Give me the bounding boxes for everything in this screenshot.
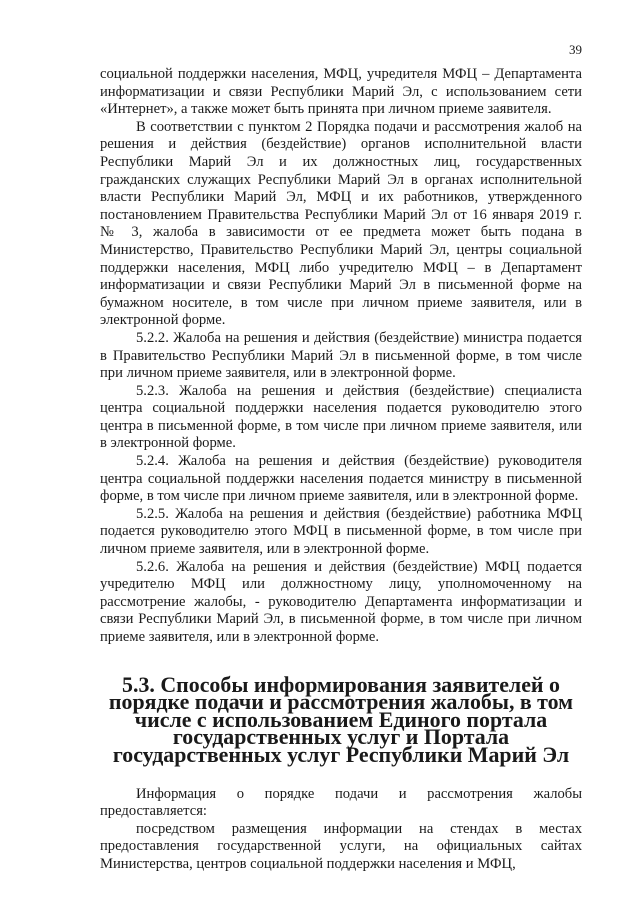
page-number: 39 [569, 42, 582, 57]
paragraph-1: социальной поддержки населения, МФЦ, учредителя МФЦ – Департамента информатизации и связи Республики Марий Эл, с использованием сети «Интернет», а также может быть принята при личном приеме заявителя. [100, 66, 582, 118]
paragraph-info: Информация о порядке подачи и рассмотрения жалобы предоставляется: [100, 785, 582, 820]
paragraph-5-2-3: 5.2.3. Жалоба на решения и действия (бездействие) специалиста центра социальной поддержки населения подается руководителю этого центра в письменной форме, в том числе при личном приеме заявителя, или в электронной форме. [100, 382, 582, 452]
section-heading-5-3: 5.3. Способы информирования заявителей о порядке подачи и рассмотрения жалобы, в том числе с использованием Единого портала государственных услуг и Портала государственных услуг Республики Марий Эл [108, 671, 574, 767]
document-body [100, 66, 582, 874]
paragraph-5-2-2: 5.2.2. Жалоба на решения и действия (бездействие) министра подается в Правительство Республики Марий Эл в письменной форме, в том числе при личном приеме заявителя, или в электронной форме. [100, 329, 582, 382]
paragraph-stands: посредством размещения информации на стендах в местах предоставления государственной услуги, на официальных сайтах Министерства, центров социальной поддержки населения и МФЦ, [100, 820, 582, 872]
paragraph-5-2-6: 5.2.6. Жалоба на решения и действия (бездействие) МФЦ подается учредителю МФЦ или должностному лицу, уполномоченному на рассмотрение жалобы, - руководителю Департамента информатизации и связи Республики Марий Эл, в письменной форме, в том числе при личном приеме заявителя, или в электронной форме. [100, 558, 582, 645]
paragraph-5-2-4: 5.2.4. Жалоба на решения и действия (бездействие) руководителя центра социальной поддержки населения подается министру в письменной форме, в том числе при личном приеме заявителя, или в электронной форме. [100, 453, 582, 505]
paragraph-2: В соответствии с пунктом 2 Порядка подачи и рассмотрения жалоб на решения и действия (бездействие) органов исполнительной власти Республики Марий Эл и их должностных лиц, государственных гражданских служащих Республики Марий Эл в органах исполнительной власти Республики Марий Эл, МФЦ и их работников, утвержденного постановлением Правительства Республики Марий Эл от 16 января 2019 г. № 3, жалоба в зависимости от ее предмета может быть подана в Министерство, Правительство Республики Марий Эл, центры социальной поддержки населения, МФЦ либо учредителю МФЦ – в Департамент информатизации и связи Республики Марий Эл в письменной форме на бумажном носителе, в том числе при личном приеме заявителя, или в электронной форме. [100, 118, 582, 329]
paragraph-5-2-5: 5.2.5. Жалоба на решения и действия (бездействие) работника МФЦ подается руководителю этого МФЦ в письменной форме, в том числе при личном приеме заявителя, или в электронной форме. [100, 505, 582, 558]
